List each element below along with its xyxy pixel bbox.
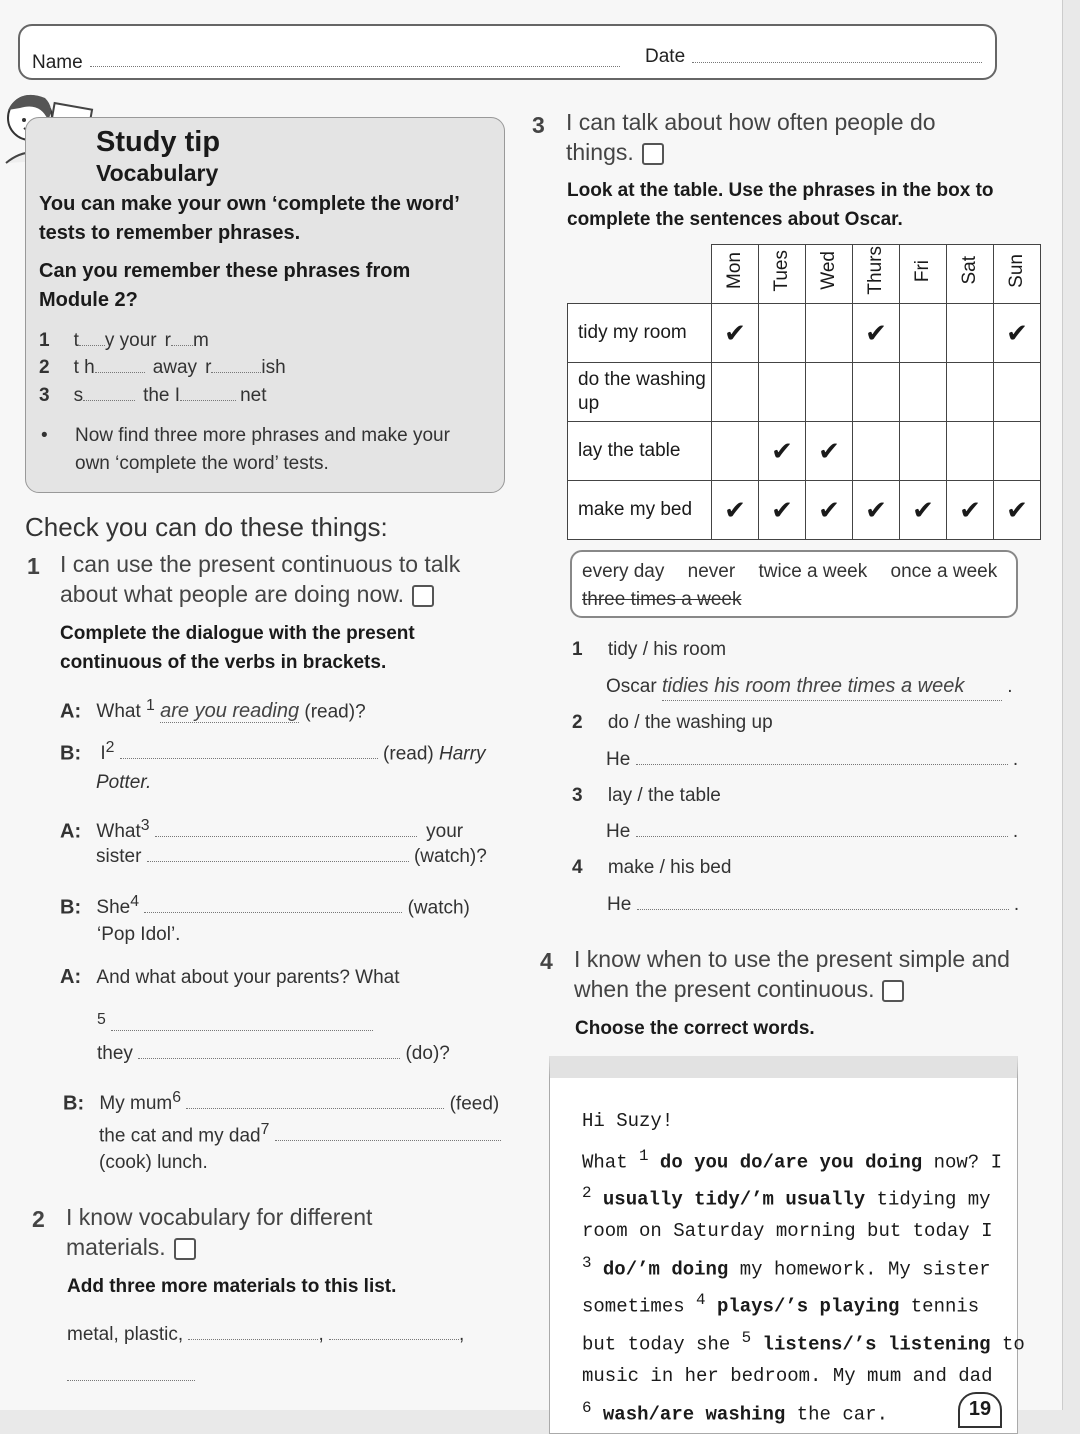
dialogue-line-a2-cont: sister (watch)? [96, 846, 487, 867]
answer-4[interactable] [144, 900, 402, 913]
dialogue-line-a3-cont: they (do)? [97, 1043, 450, 1064]
dialogue-line-a3-blank: 5 [97, 1006, 373, 1040]
sentence-4-blank[interactable] [637, 897, 1009, 910]
answer-7[interactable] [275, 1128, 501, 1141]
section1-checkbox[interactable] [412, 585, 434, 607]
date-label: Date [645, 46, 686, 67]
table-row: make my bed ✔ ✔ ✔ ✔ ✔ ✔ ✔ [568, 481, 1041, 540]
choice-6[interactable]: wash/are washing [602, 1402, 786, 1425]
letter-text: Hi Suzy! What $^1$ do you do/are you doing now? I $^2$ usually tidy/’m usually tidying my room on Saturday morning but today I $^3$ do/’m doing my homework. My sister sometimes $^4$ plays/’s playing tennis but today she $^5$ listens/’s listening to music in her bedroom. My mum and dad $^6$ wash/are washing the car. [582, 1110, 1025, 1425]
section2-checkbox[interactable] [174, 1238, 196, 1260]
study-tip-box [25, 117, 505, 493]
day-header: Fri [900, 245, 947, 304]
sentence-2-blank[interactable] [636, 752, 1008, 765]
name-date-bar [18, 24, 997, 80]
table-row: do the washing up [568, 363, 1041, 422]
day-header: Sun [994, 245, 1041, 304]
item-num: 1 [39, 330, 50, 351]
phrase-list: every day never twice a week once a week [582, 561, 998, 582]
table-row: tidy my room ✔ ✔ ✔ [568, 304, 1041, 363]
study-tip-bullet [39, 422, 489, 478]
check-mark-icon: ✔ [947, 481, 994, 540]
item-num: 2 [39, 357, 50, 378]
name-input-line[interactable] [90, 66, 620, 67]
answer-3b[interactable] [147, 849, 409, 862]
section2-heading: I know vocabulary for different materials. [66, 1204, 373, 1260]
dialogue-line-b2-cont: ‘Pop Idol’. [97, 924, 181, 945]
check-mark-icon: ✔ [853, 304, 900, 363]
day-header: Tues [759, 245, 806, 304]
phrase-item-2: 2 t h away r ish [39, 354, 286, 382]
sentence-3-prompt: 3 lay / the table [572, 785, 721, 806]
check-mark-icon: ✔ [806, 481, 853, 540]
answer-5[interactable] [111, 1018, 373, 1031]
dialogue-line-b3: B: My mum$^6$ (feed) [63, 1089, 500, 1115]
blank[interactable] [79, 333, 105, 346]
answer-3[interactable] [155, 824, 417, 837]
section2-number: 2 [32, 1206, 45, 1232]
section4-heading: I know when to use the present simple and when the present continuous. [574, 946, 1010, 1002]
phrase-box [570, 550, 1018, 618]
section4-number: 4 [540, 948, 553, 974]
check-mark-icon: ✔ [712, 304, 759, 363]
choice-3[interactable]: do/’m doing [602, 1257, 729, 1280]
check-heading: Check you can do these things: [25, 512, 388, 542]
materials-list: metal, plastic, , , [67, 1324, 465, 1345]
answer-5b[interactable] [138, 1046, 400, 1059]
sentence-3-answer: He . [606, 821, 1019, 842]
material-blank-2[interactable] [329, 1327, 459, 1340]
choice-5[interactable]: listens/’s listening [762, 1333, 991, 1356]
day-header: Wed [806, 245, 853, 304]
check-mark-icon: ✔ [806, 422, 853, 481]
dialogue-line-b3-cont: the cat and my dad$^7$ [99, 1116, 501, 1150]
section1-number: 1 [27, 553, 40, 579]
sentence-2-prompt: 2 do / the washing up [572, 712, 773, 733]
answer-6[interactable] [186, 1096, 444, 1109]
phrase-item-1: 1 t y your r m [39, 327, 209, 355]
blank[interactable] [180, 388, 236, 401]
check-mark-icon: ✔ [994, 304, 1041, 363]
section4-checkbox[interactable] [882, 980, 904, 1002]
study-tip-intro: You can make your own ‘complete the word’ tests to remember phrases. [39, 193, 459, 244]
dialogue-line-b3-end: (cook) lunch. [99, 1152, 208, 1173]
section3-instruction: Look at the table. Use the phrases in the box to complete the sentences about Oscar. [567, 180, 994, 230]
section1-instruction: Complete the dialogue with the present continuous of the verbs in brackets. [60, 623, 415, 673]
study-tip-title: Study tip [96, 126, 221, 158]
dialogue-line-a1: A: What $^1$ are you reading (read)? [60, 697, 366, 723]
table-row: lay the table ✔ ✔ [568, 422, 1041, 481]
date-input-line[interactable] [692, 62, 982, 63]
day-header: Thurs [853, 245, 900, 304]
check-mark-icon: ✔ [759, 422, 806, 481]
check-mark-icon: ✔ [994, 481, 1041, 540]
check-mark-icon: ✔ [712, 481, 759, 540]
section4-instruction: Choose the correct words. [575, 1018, 815, 1039]
study-tip-subtitle: Vocabulary [96, 160, 219, 186]
dialogue-line-b1-cont: Potter. [96, 772, 152, 793]
dialogue-line-b2: B: She$^4$ (watch) [60, 893, 470, 919]
material-blank-1[interactable] [188, 1327, 318, 1340]
table-header-row [568, 245, 1041, 304]
material-blank-3[interactable] [67, 1380, 195, 1381]
phrase-used: three times a week [582, 589, 742, 610]
dialogue-line-a2: A: What$^3$ your [60, 817, 464, 843]
blank[interactable] [211, 360, 261, 373]
letter-box [549, 1056, 1025, 1434]
check-mark-icon: ✔ [759, 481, 806, 540]
page-number: 19 [958, 1392, 1002, 1428]
day-header: Mon [712, 245, 759, 304]
bullet-text: Now find three more phrases and make your own ‘complete the word’ tests. [75, 425, 450, 474]
sentence-2-answer: He . [606, 749, 1019, 770]
name-label: Name [32, 52, 83, 73]
section2-instruction: Add three more materials to this list. [67, 1276, 397, 1297]
choice-2[interactable]: usually tidy/’m usually [602, 1188, 866, 1211]
answer-1[interactable]: are you reading [160, 700, 300, 723]
bullet-icon: • [41, 425, 48, 446]
blank[interactable] [83, 388, 135, 401]
check-mark-icon: ✔ [853, 481, 900, 540]
check-mark-icon: ✔ [900, 481, 947, 540]
dialogue-line-a3: A: And what about your parents? What [60, 966, 400, 988]
section3-number: 3 [532, 112, 545, 138]
item-num: 3 [39, 385, 50, 406]
choice-1[interactable]: do you do/are you doing [659, 1150, 923, 1173]
blank[interactable] [171, 333, 193, 346]
dialogue-line-b1: B: $I^2$ (read) Harry [60, 739, 486, 765]
choice-4[interactable]: plays/’s playing [716, 1295, 900, 1318]
sentence-1-prompt: 1 tidy / his room [572, 639, 727, 660]
sentence-1-answer: Oscar tidies his room three times a week . [606, 672, 1013, 701]
day-header: Sat [947, 245, 994, 304]
sentence-4-answer: He . [607, 894, 1020, 915]
study-tip-question: Can you remember these phrases from Module 2? [39, 260, 411, 311]
section1-heading: I can use the present continuous to talk about what people are doing now. [60, 551, 461, 607]
sentence-4-prompt: 4 make / his bed [572, 857, 732, 878]
section3-checkbox[interactable] [642, 143, 664, 165]
answer-2[interactable] [120, 746, 378, 759]
phrase-item-3: 3 s the I net [39, 382, 266, 410]
blank[interactable] [95, 360, 145, 373]
section3-heading: I can talk about how often people do things. [566, 109, 936, 165]
sentence-3-blank[interactable] [636, 824, 1008, 837]
frequency-table [567, 244, 1041, 540]
